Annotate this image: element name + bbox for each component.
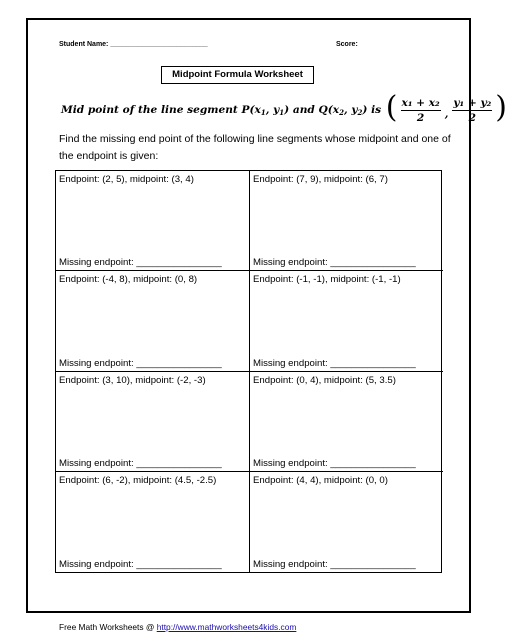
formula-lead-text: Mid point of the line segment	[61, 104, 238, 116]
problem-given: Endpoint: (4, 4), midpoint: (0, 0)	[253, 474, 388, 486]
score-field: Score:	[336, 41, 358, 48]
formula-point-p: $P(x_1$, $y_1$)	[241, 103, 290, 117]
instructions: Find the missing end point of the following line segments whose midpoint and one of the endpoint is given:	[59, 133, 451, 162]
answer-blank[interactable]: Missing endpoint: ________________	[253, 257, 416, 269]
formula-and-text: and	[292, 104, 315, 116]
answer-blank[interactable]: Missing endpoint: ________________	[59, 559, 222, 570]
problem-given: Endpoint: (7, 9), midpoint: (6, 7)	[253, 174, 388, 185]
answer-blank[interactable]: Missing endpoint: ________________	[253, 559, 416, 570]
answer-blank[interactable]: Missing endpoint: ________________	[59, 457, 222, 469]
problem-given: Endpoint: (-1, -1), midpoint: (-1, -1)	[253, 274, 401, 286]
footer-link[interactable]: http://www.mathworksheets4kids.com	[156, 622, 297, 632]
formula-is-text: is	[371, 104, 382, 116]
problem-cell-1	[56, 171, 250, 271]
fraction-x-denominator: 2	[416, 111, 425, 124]
answer-blank[interactable]: Missing endpoint: ________________	[59, 257, 222, 269]
problem-given: Endpoint: (6, -2), midpoint: (4.5, -2.5)	[59, 474, 217, 486]
worksheet-title: Midpoint Formula Worksheet	[161, 66, 314, 84]
footer	[59, 622, 296, 632]
student-name-field: Student Name: _________________________	[59, 41, 208, 48]
problem-given: Endpoint: (3, 10), midpoint: (-2, -3)	[59, 374, 206, 386]
midpoint-formula	[61, 90, 507, 126]
problem-cell-2	[250, 171, 443, 271]
right-paren: )	[495, 90, 507, 125]
left-paren: (	[385, 90, 398, 125]
fraction-x	[401, 97, 441, 124]
problem-given: Endpoint: (-4, 8), midpoint: (0, 8)	[59, 274, 198, 286]
problem-cell-4	[250, 271, 443, 371]
formula-comma: ,	[444, 108, 449, 120]
problem-cell-8	[250, 472, 443, 572]
fraction-y-denominator: 2	[468, 111, 476, 124]
problem-given: Endpoint: (0, 4), midpoint: (5, 3.5)	[253, 374, 396, 386]
footer-text: Free Math Worksheets @	[59, 622, 157, 632]
problem-cell-6	[250, 372, 443, 472]
fraction-x-numerator: x₁ + x₂	[401, 96, 440, 109]
fraction-y-numerator: y₁ + y₂	[453, 96, 492, 109]
formula-point-q: $Q(x_2$, $y_2$)	[318, 103, 368, 117]
fraction-y	[452, 97, 492, 124]
problem-cell-7	[56, 472, 250, 572]
problem-grid	[55, 170, 442, 573]
answer-blank[interactable]: Missing endpoint: ________________	[59, 357, 222, 369]
answer-blank[interactable]: Missing endpoint: ________________	[253, 457, 416, 469]
problem-given: Endpoint: (2, 5), midpoint: (3, 4)	[59, 174, 194, 185]
answer-blank[interactable]: Missing endpoint: ________________	[253, 357, 416, 369]
problem-cell-3	[56, 271, 250, 371]
problem-cell-5	[56, 372, 250, 472]
